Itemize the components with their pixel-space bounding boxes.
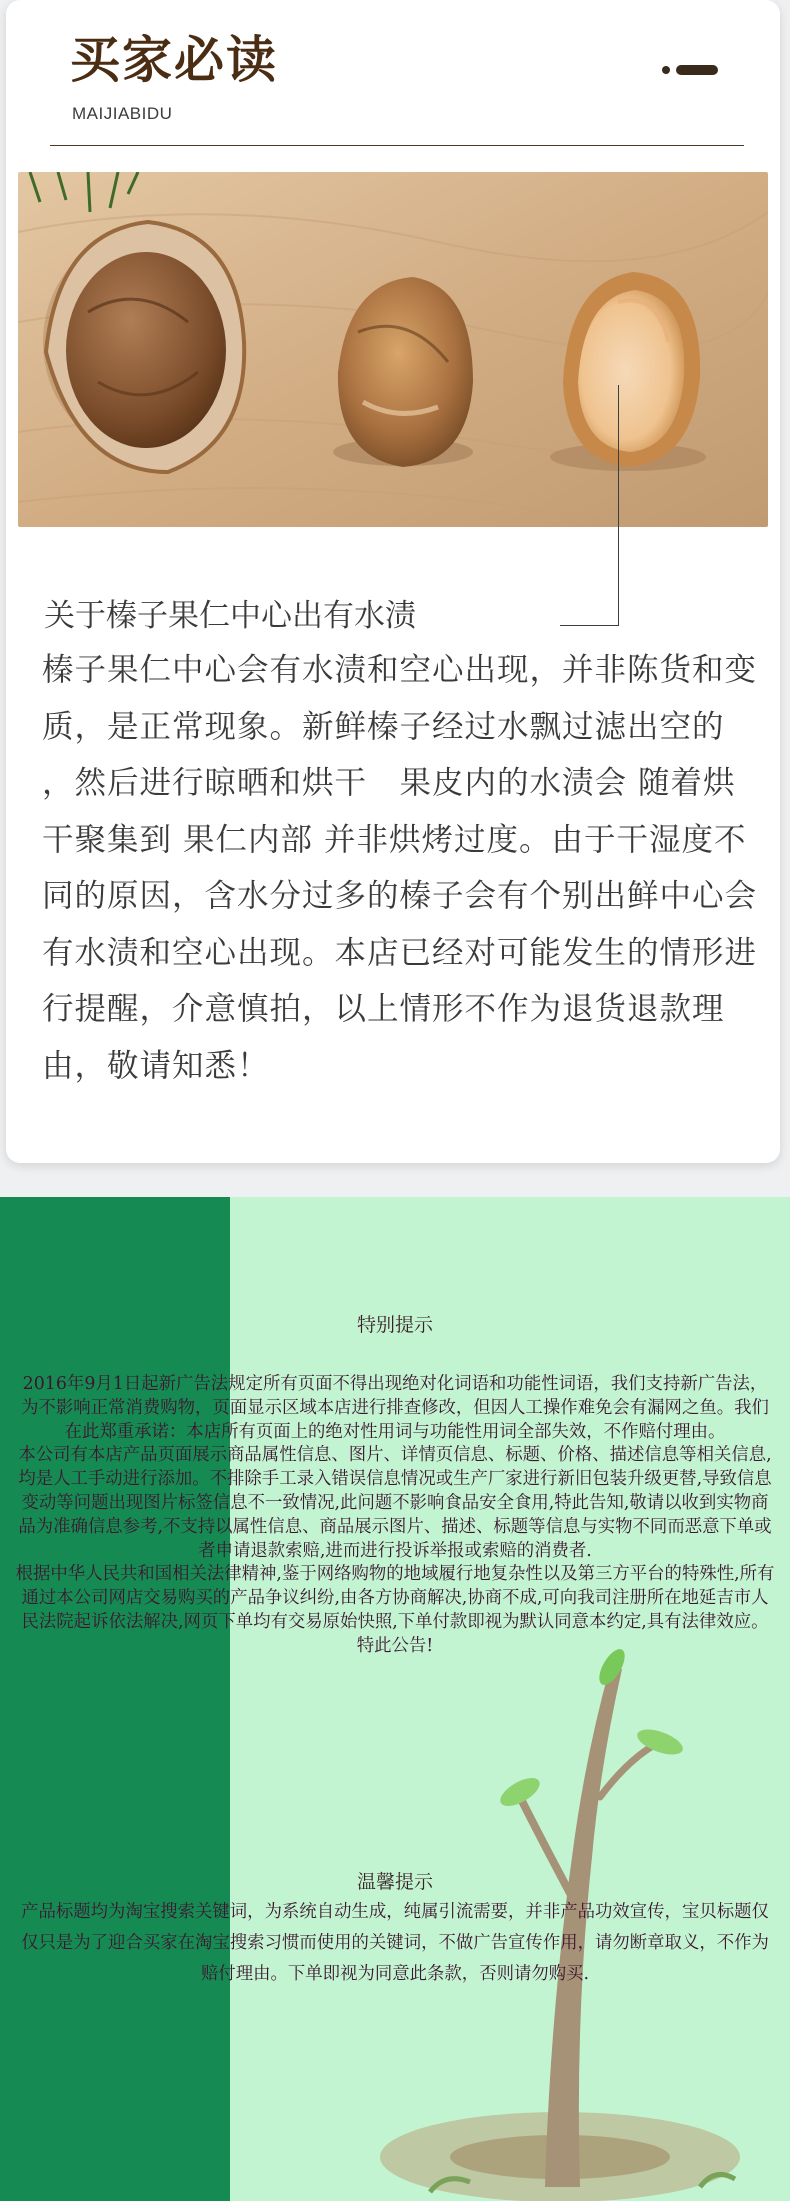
reminder-body: 产品标题均为淘宝搜索关键词，为系统自动生成，纯属引流需要，并非产品功效宣传，宝贝标题仅仅只是为了迎合买家在淘宝搜索习惯而使用的关键词，不做广告宣传作用，请勿断章取义，不作为赔付理由。下单即视为同意此条款，否则请勿购买. (21, 1902, 769, 1984)
special-notice-paragraph: 本公司有本店产品页面展示商品属性信息、图片、详情页信息、标题、价格、描述信息等相关信息,均是人工手动进行添加。不排除手工录入错误信息情况或生产厂家进行新旧包装升级更替,导致信息变动等问题出现图片标签信息不一致情况,此问题不影响食品安全食用,特此告知,敬请以收到实物商品为准确信息参考,不支持以属性信息、商品展示图片、描述、标题等信息与实物不同而恶意下单或者申请退款索赔,进而进行投诉举报或索赔的消费者. (18, 1445, 772, 1561)
special-notice-title: 特别提示 (356, 1315, 433, 1336)
menu-dots-icon[interactable] (662, 62, 722, 78)
page-subtitle: MAIJIABIDU (72, 104, 173, 123)
buyer-notice-card (6, 0, 780, 1163)
special-notice-paragraph: 根据中华人民共和国相关法律精神,鉴于网络购物的地域履行地复杂性以及第三方平台的特殊性,所有通过本公司网店交易购买的产品争议纠纷,由各方协商解决,协商不成,可向我司注册所在地延吉市人民法院起诉依法解决,网页下单均有交易原始快照,下单付款即视为默认同意本约定,具有法律效应。 (15, 1564, 775, 1632)
note-title: 关于榛子果仁中心出有水渍 (44, 598, 416, 634)
header-divider (50, 145, 744, 146)
special-notice-paragraph: 特此公告! (356, 1635, 434, 1656)
hazelnut-photo (18, 172, 768, 527)
tree-illustration (0, 1197, 790, 2201)
notice-panel (0, 1197, 790, 2201)
callout-line (618, 385, 619, 625)
special-notice-body (14, 1373, 776, 1659)
note-body: 榛子果仁中心会有水渍和空心出现，并非陈货和变质，是正常现象。新鲜榛子经过水飘过滤出空的 ，然后进行晾晒和烘干 果皮内的水渍会 随着烘干聚集到 果仁内部 并非烘烤过度。由于干湿度不同的原因，含水分过多的榛子会有个别出鲜中心会有水渍和空心出现。本店已经对可能发生的情形进行提醒，介意慎拍，以上情形不作为退货退款理由，敬请知悉！ (42, 652, 758, 1084)
special-notice-paragraph: 2016年9月1日起新广告法规定所有页面不得出现绝对化词语和功能性词语，我们支持新广告法，为不影响正常消费购物，页面显示区域本店进行排查修改，但因人工操作难免会有漏网之鱼。我们在此郑重承诺：本店所有页面上的绝对性用词与功能性用词全部失效，不作赔付理由。 (21, 1374, 769, 1442)
callout-line (560, 625, 619, 626)
reminder-title: 温馨提示 (356, 1872, 433, 1893)
page-title: 买家必读 (70, 30, 278, 89)
